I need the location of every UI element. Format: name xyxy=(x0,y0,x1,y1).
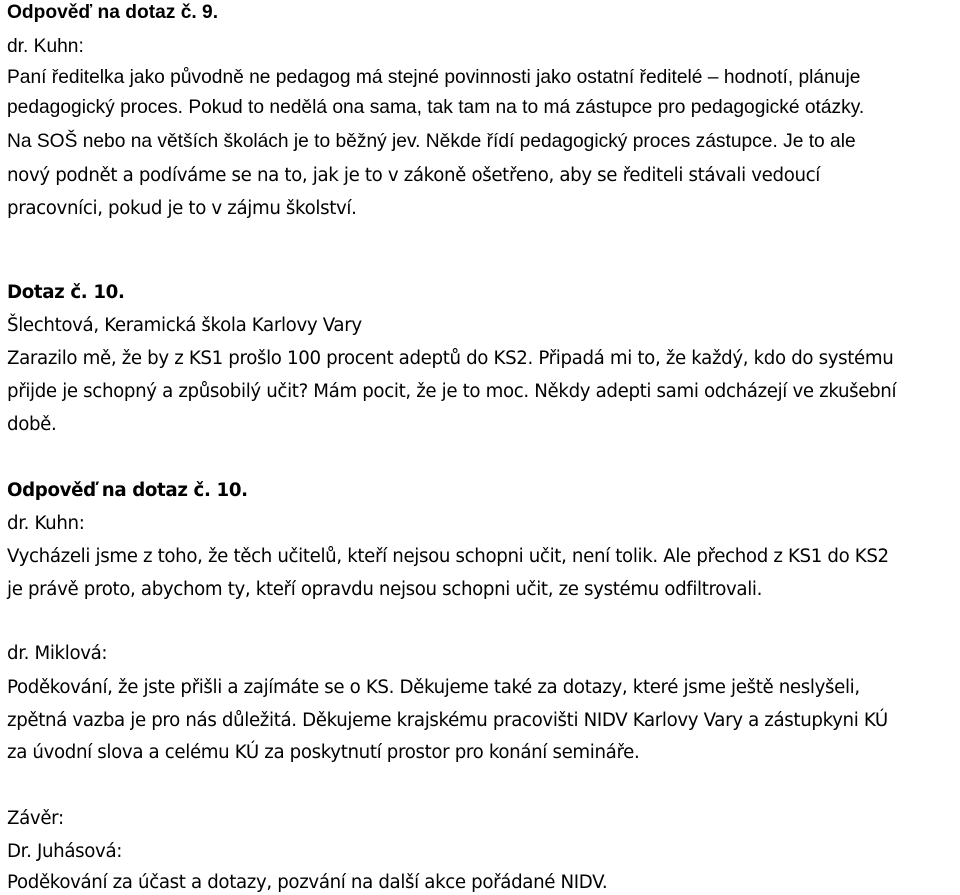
question-10-line-1: Zarazilo mě, že by z KS1 prošlo 100 procent adeptů do KS2. Připadá mi to, že každý, kdo do systému xyxy=(7,348,894,369)
miklova-speaker: dr. Miklová: xyxy=(7,643,108,664)
answer-9-line-1: Paní ředitelka jako původně ne pedagog má stejné povinnosti jako ostatní ředitelé – hodnotí, plánuje xyxy=(7,67,861,88)
conclusion-label: Závěr: xyxy=(7,808,64,829)
miklova-line-2: zpětná vazba je pro nás důležitá. Děkujeme krajskému pracovišti NIDV Karlovy Vary a zástupkyni KÚ xyxy=(7,710,888,731)
answer-9-line-2: pedagogický proces. Pokud to nedělá ona sama, tak tam na to má zástupce pro pedagogické otázky. xyxy=(7,97,865,118)
question-10-heading: Dotaz č. 10. xyxy=(7,282,125,303)
answer-9-heading: Odpověď na dotaz č. 9. xyxy=(7,2,219,23)
juhasova-line-1: Poděkování za účast a dotazy, pozvání na další akce pořádané NIDV. xyxy=(7,872,608,893)
question-10-line-2: přijde je schopný a způsobilý učit? Mám pocit, že je to moc. Někdy adepti sami odcházejí ve zkušební xyxy=(7,381,897,402)
answer-9-line-4: nový podnět a podíváme se na to, jak je to v zákoně ošetřeno, aby se řediteli stávali vedoucí xyxy=(7,165,821,186)
answer-10-heading: Odpověď na dotaz č. 10. xyxy=(7,480,248,501)
miklova-line-1: Poděkování, že jste přišli a zajímáte se o KS. Děkujeme také za dotazy, které jsme ještě neslyšeli, xyxy=(7,677,860,698)
question-10-line-3: době. xyxy=(7,414,57,435)
answer-10-line-1: Vycházeli jsme z toho, že těch učitelů, kteří nejsou schopni učit, není tolik. Ale přechod z KS1 do KS2 xyxy=(7,546,889,567)
answer-9-speaker: dr. Kuhn: xyxy=(7,36,84,57)
miklova-line-3: za úvodní slova a celému KÚ za poskytnutí prostor pro konání semináře. xyxy=(7,742,640,763)
answer-9-line-3-text: Na SOŠ nebo na větších školách je to běžný jev. Někde řídí pedagogický proces zástupce. Je to ale xyxy=(7,131,856,152)
answer-10-speaker: dr. Kuhn: xyxy=(7,513,85,534)
answer-10-line-2: je právě proto, abychom ty, kteří opravdu nejsou schopni učit, ze systému odfiltrovali. xyxy=(7,579,763,600)
answer-9-line-3 xyxy=(7,131,856,153)
juhasova-speaker: Dr. Juhásová: xyxy=(7,841,123,862)
question-10-speaker: Šlechtová, Keramická škola Karlovy Vary xyxy=(7,315,362,336)
answer-9-line-5: pracovníci, pokud je to v zájmu školství. xyxy=(7,198,357,219)
